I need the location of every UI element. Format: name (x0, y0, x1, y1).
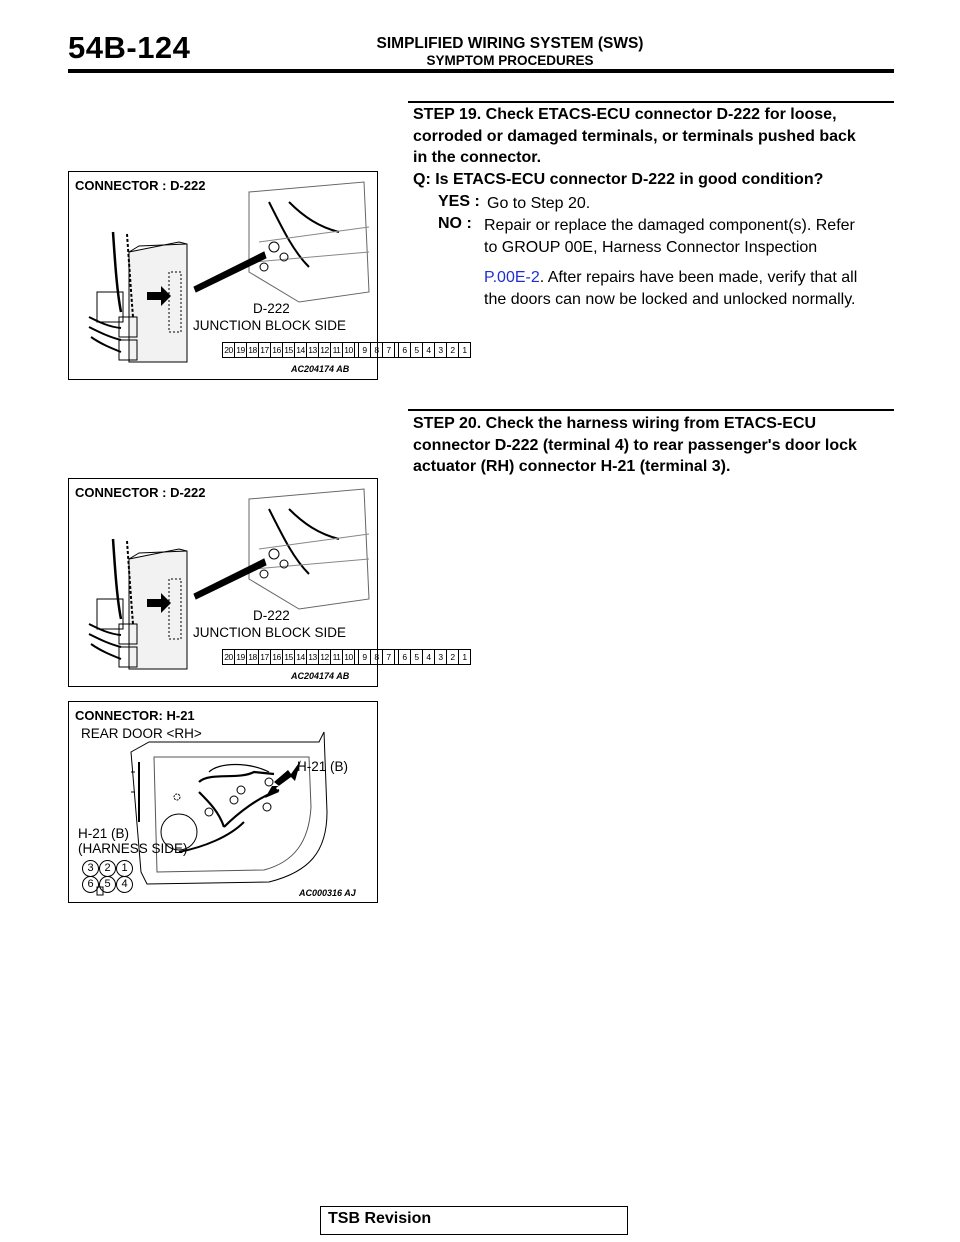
link-p00e-2[interactable]: P.00E-2 (484, 269, 540, 286)
step20-heading-line2: connector D-222 (terminal 4) to rear passenger's door lock (413, 436, 857, 454)
figure3-label-door: REAR DOOR <RH> (81, 726, 202, 741)
no-text-line4: the doors can now be locked and unlocked normally. (484, 291, 856, 308)
pin: 13 (307, 343, 319, 357)
pin: 3 (435, 343, 447, 357)
pin: 4 (423, 343, 435, 357)
pin: 17 (259, 343, 271, 357)
no-text-line3-rest: . After repairs have been made, verify that all (539, 269, 858, 286)
step19-rule (408, 101, 894, 103)
section-title: SIMPLIFIED WIRING SYSTEM (SWS) (376, 35, 644, 52)
step20-heading-line1: STEP 20. Check the harness wiring from ETACS-ECU (413, 415, 817, 432)
figure1-title: CONNECTOR : D-222 (75, 178, 206, 193)
step20-rule (408, 409, 894, 411)
figure3-label-harness1: H-21 (B) (78, 826, 130, 841)
pin: 8 (371, 650, 383, 664)
step20-heading-line3: actuator (RH) connector H-21 (terminal 3). (413, 458, 731, 475)
h21-pin-4: 4 (116, 876, 133, 893)
step19-heading-line2: corroded or damaged terminals, or terminals pushed back (413, 127, 856, 145)
pin: 11 (331, 650, 343, 664)
no-text-line1: Repair or replace the damaged component(s). Refer (484, 217, 855, 234)
figure3-label-harness2: (HARNESS SIDE) (78, 841, 188, 856)
pin: 15 (283, 343, 295, 357)
figure3-code: AC000316 AJ (299, 888, 356, 898)
pin: 1 (462, 345, 467, 355)
figure-connector-d222-b (68, 478, 467, 687)
h21-pin-3: 3 (82, 860, 99, 877)
pin: 12 (319, 650, 331, 664)
figure2-title: CONNECTOR : D-222 (75, 485, 206, 500)
section-subtitle: SYMPTOM PROCEDURES (426, 53, 594, 68)
step20-heading (413, 413, 893, 478)
pin: 6 (399, 343, 411, 357)
figure2-label-connector: D-222 (253, 608, 290, 623)
pin: 15 (283, 650, 295, 664)
pin: 14 (295, 650, 307, 664)
figure2-code: AC204174 AB (291, 671, 350, 681)
pin: 9 (359, 343, 371, 357)
h21-pin-6: 6 (82, 876, 99, 893)
h21-pin-5: 5 (99, 876, 116, 893)
no-label: NO : (438, 215, 472, 232)
step19-heading-line1: STEP 19. Check ETACS-ECU connector D-222 for loose, (413, 106, 837, 123)
step19-question: Q: Is ETACS-ECU connector D-222 in good condition? (413, 170, 824, 188)
pin: 16 (271, 650, 283, 664)
pin: 18 (247, 343, 259, 357)
pin: 18 (247, 650, 259, 664)
figure2-label-side: JUNCTION BLOCK SIDE (193, 625, 347, 640)
pin: 6 (399, 650, 411, 664)
page-number: 54B-124 (68, 30, 191, 65)
pin: 20 (223, 343, 235, 357)
h21-pin-2: 2 (99, 860, 116, 877)
pin: 13 (307, 650, 319, 664)
pin: 5 (411, 650, 423, 664)
figure1-code: AC204174 AB (291, 364, 350, 374)
step19-heading (413, 104, 893, 190)
pin: 16 (271, 343, 283, 357)
no-text-line2: to GROUP 00E, Harness Connector Inspection (484, 239, 818, 256)
header-rule (68, 69, 894, 73)
pin: 20 (223, 650, 235, 664)
pin: 2 (447, 343, 459, 357)
h21-pin-1: 1 (116, 860, 133, 877)
figure3-title: CONNECTOR: H-21 (75, 708, 195, 723)
pin: 5 (411, 343, 423, 357)
figure2-pin-row (222, 649, 471, 665)
pin: 17 (259, 650, 271, 664)
pin: 12 (319, 343, 331, 357)
figure1-label-connector: D-222 (253, 301, 290, 316)
step19-heading-line3: in the connector. (413, 149, 542, 166)
yes-text: Go to Step 20. (487, 195, 591, 212)
figure3-label-callout: H-21 (B) (297, 759, 349, 774)
yes-label: YES : (438, 193, 480, 210)
pin: 19 (235, 650, 247, 664)
pin: 10 (343, 343, 355, 357)
pin: 10 (343, 650, 355, 664)
figure-connector-h21 (68, 701, 378, 903)
tsb-revision-label: TSB Revision (328, 1210, 432, 1227)
pin: 1 (462, 652, 467, 662)
pin: 8 (371, 343, 383, 357)
pin: 2 (447, 650, 459, 664)
pin: 3 (435, 650, 447, 664)
figure1-pin-row (222, 342, 471, 358)
no-text (484, 215, 894, 311)
pin: 9 (359, 650, 371, 664)
pin: 7 (383, 650, 395, 664)
no-text-line3 (484, 267, 894, 289)
figure1-label-side: JUNCTION BLOCK SIDE (193, 318, 347, 333)
pin: 19 (235, 343, 247, 357)
pin: 4 (423, 650, 435, 664)
pin: 7 (383, 343, 395, 357)
pin: 14 (295, 343, 307, 357)
pin: 11 (331, 343, 343, 357)
